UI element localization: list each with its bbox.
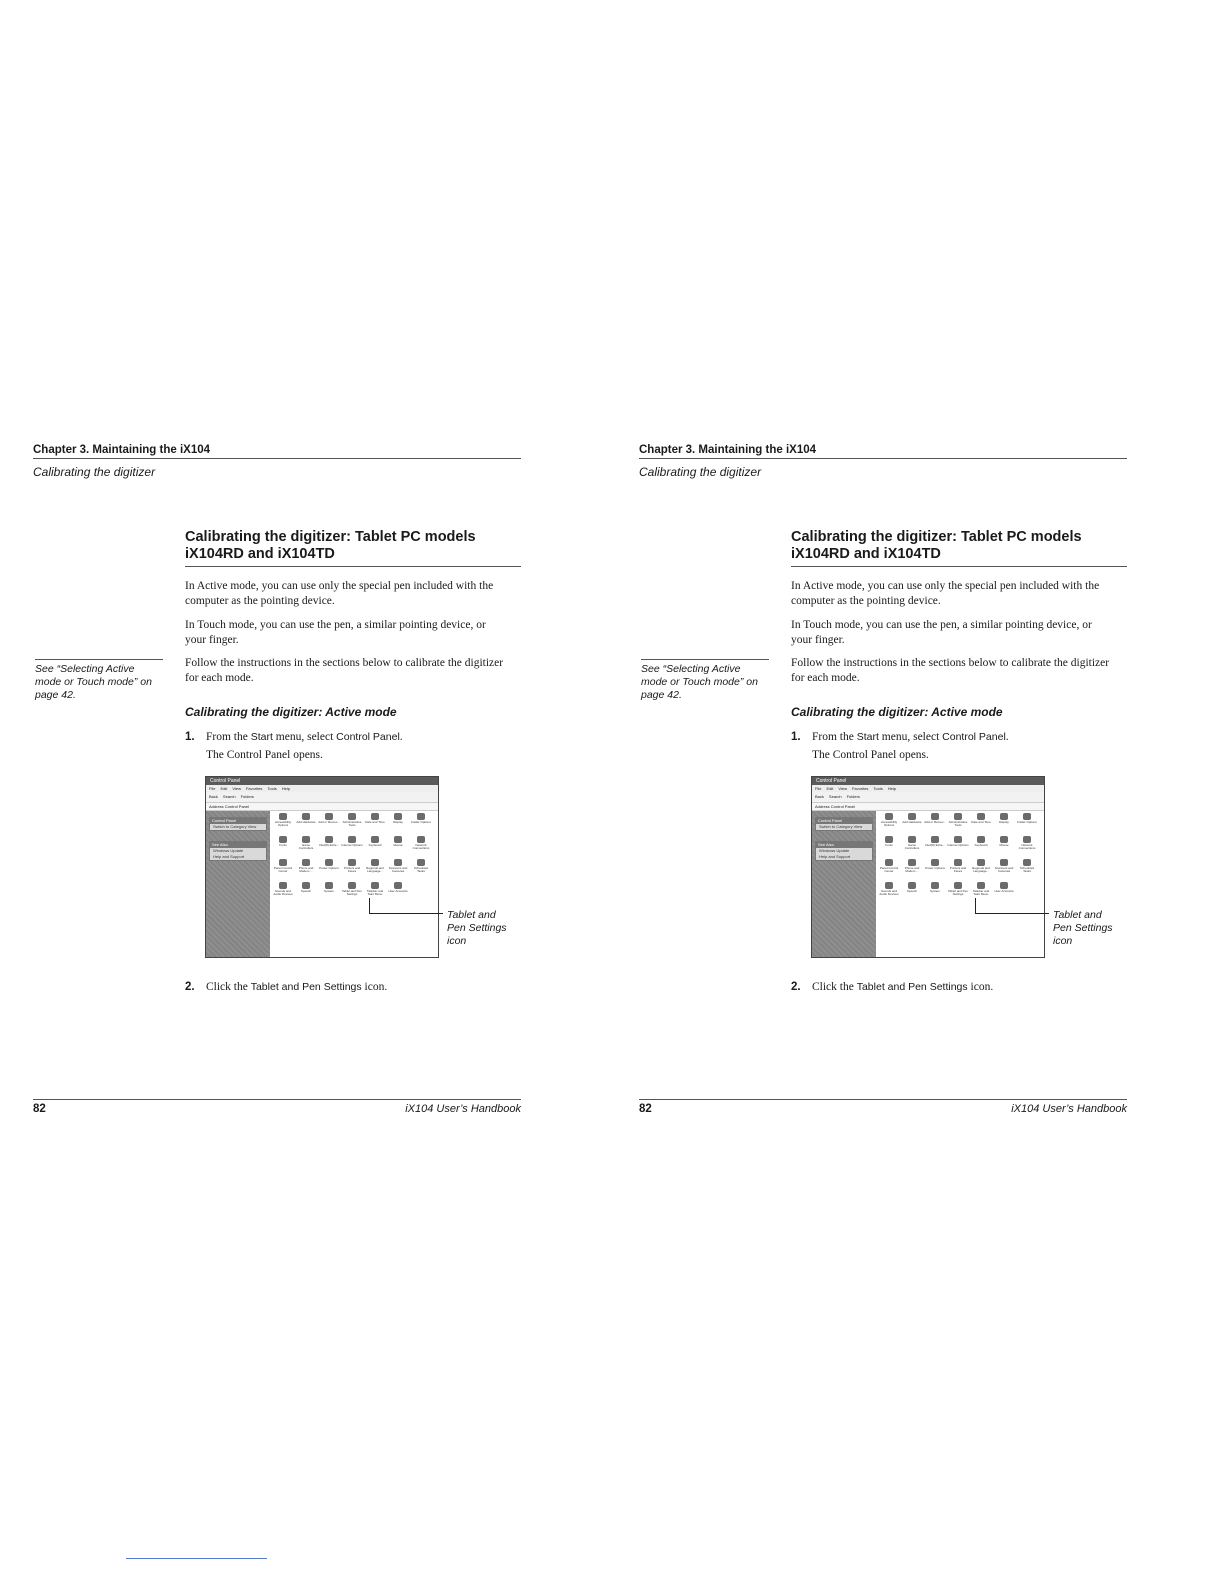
- page-number: 82: [33, 1103, 46, 1115]
- icon-label: Tablet and Pen Settings: [947, 889, 968, 896]
- applet-icon: [908, 859, 916, 866]
- applet-icon: [954, 859, 962, 866]
- window-toolbar: [206, 792, 438, 803]
- page-number: 82: [639, 1103, 652, 1115]
- toolbar-button: Folders: [846, 794, 860, 799]
- applet-icon: [1023, 859, 1031, 866]
- applet-icon: [302, 859, 310, 866]
- applet-icon: [325, 859, 333, 866]
- control-panel-icon: [410, 813, 432, 831]
- control-panel-icon: [924, 882, 946, 900]
- applet-icon: [348, 836, 356, 843]
- applet-icon: [394, 836, 402, 843]
- applet-icon: [885, 836, 893, 843]
- control-panel-icon: [947, 813, 969, 831]
- toolbar-button: Search: [222, 794, 236, 799]
- icon-label: Display: [393, 820, 403, 824]
- icon-label: Taskbar and Start Menu: [366, 889, 384, 896]
- control-panel-icon: [1016, 836, 1038, 854]
- icon-label: Internet Options: [947, 843, 969, 847]
- callout-line: [975, 898, 976, 913]
- icon-label: Panel Control Center: [273, 866, 293, 873]
- control-panel-icon: [318, 882, 340, 900]
- applet-icon: [1000, 813, 1008, 820]
- icon-label: Administrative Tools: [948, 820, 968, 827]
- section-heading: [791, 529, 1127, 567]
- step-text: Click the Tablet and Pen Settings icon.: [812, 981, 994, 993]
- window-titlebar: [812, 777, 1044, 785]
- applet-icon: [1023, 836, 1031, 843]
- icon-label: Add or Remov...: [924, 820, 946, 824]
- applet-icon: [908, 836, 916, 843]
- callout-line: [975, 913, 1049, 914]
- applet-icon: [348, 882, 356, 889]
- icon-label: Folder Options: [411, 820, 431, 824]
- callout-label: Tablet and Pen Settings icon: [447, 909, 507, 947]
- control-panel-icon: [318, 859, 340, 877]
- icon-label: System: [929, 889, 940, 893]
- icon-label: Power Options: [925, 866, 945, 870]
- icon-label: User Accounts: [994, 889, 1014, 893]
- applet-icon: [931, 882, 939, 889]
- icon-label: Panel Control Center: [879, 866, 899, 873]
- icon-label: Tablet and Pen Settings: [341, 889, 362, 896]
- applet-icon: [954, 882, 962, 889]
- icon-label: Keyboard: [368, 843, 382, 847]
- control-panel-icon: [947, 859, 969, 877]
- control-panel-icon: [341, 813, 363, 831]
- step-text: Click the Tablet and Pen Settings icon.: [206, 981, 388, 993]
- menu-item: Favorites: [851, 786, 869, 791]
- control-panel-icon: [387, 836, 409, 854]
- applet-icon: [977, 836, 985, 843]
- chapter-header: Chapter 3. Maintaining the iX104: [639, 444, 1127, 459]
- icon-label: Printers and Faxes: [343, 866, 361, 873]
- control-panel-icon: [1016, 813, 1038, 831]
- paragraph-touch-mode: In Touch mode, you can use the pen, a similar pointing device, or your finger.: [185, 619, 486, 646]
- control-panel-icon: [970, 859, 992, 877]
- icon-label: Mouse: [393, 843, 403, 847]
- applet-icon: [371, 813, 379, 820]
- icon-label: Scanners and Cameras: [388, 866, 408, 873]
- control-panel-icon: [901, 813, 923, 831]
- icon-label: Phone and Modem ...: [298, 866, 314, 873]
- control-panel-icon: [878, 882, 900, 900]
- applet-icon: [1000, 836, 1008, 843]
- icon-label: Scanners and Cameras: [994, 866, 1014, 873]
- icon-label: Scheduled Tasks: [413, 866, 429, 873]
- control-panel-icon: [970, 882, 992, 900]
- control-panel-icon: [295, 836, 317, 854]
- icon-label: Keyboard: [974, 843, 988, 847]
- icon-label: Internet Options: [341, 843, 363, 847]
- paragraph-instructions: Follow the instructions in the sections below to calibrate the digitizer for each mode.: [791, 657, 1110, 684]
- icon-label: Sounds and Audio Devices: [879, 889, 899, 896]
- applet-icon: [885, 813, 893, 820]
- step-number: 1.: [791, 731, 801, 743]
- applet-icon: [394, 813, 402, 820]
- control-panel-icon: [341, 882, 363, 900]
- applet-icon: [1023, 813, 1031, 820]
- control-panel-icon: [364, 859, 386, 877]
- window-menubar: [812, 785, 1044, 792]
- icon-label: Add Hardware: [902, 820, 922, 824]
- control-panel-icon: [924, 859, 946, 877]
- control-panel-screenshot: [811, 776, 1045, 958]
- right-page: [606, 0, 1218, 1584]
- control-panel-icon: [970, 813, 992, 831]
- applet-icon: [371, 836, 379, 843]
- icon-label: Add or Remov...: [318, 820, 340, 824]
- menu-item: File: [209, 786, 216, 791]
- icon-label: Scheduled Tasks: [1019, 866, 1035, 873]
- control-panel-icon: [993, 859, 1015, 877]
- applet-icon: [977, 813, 985, 820]
- applet-icon: [931, 859, 939, 866]
- control-panel-icon: [272, 813, 294, 831]
- footer-title: iX104 User’s Handbook: [1011, 1103, 1127, 1115]
- menu-item: Tools: [267, 786, 277, 791]
- icon-label: Accessibility Options: [274, 820, 292, 827]
- heading-line: iX104RD and iX104TD: [185, 546, 335, 562]
- heading-line: iX104RD and iX104TD: [791, 546, 941, 562]
- window-titlebar: [206, 777, 438, 785]
- control-panel-icon: [341, 836, 363, 854]
- control-panel-icon: [947, 882, 969, 900]
- callout-label: Tablet and Pen Settings icon: [1053, 909, 1113, 947]
- heading-line: Calibrating the digitizer: Tablet PC models: [791, 529, 1082, 545]
- icon-label: Network Connections: [412, 843, 430, 850]
- applet-icon: [348, 859, 356, 866]
- applet-icon: [417, 836, 425, 843]
- toolbar-button: Back: [209, 794, 218, 799]
- toolbar-button: Folders: [240, 794, 254, 799]
- applet-icon: [371, 882, 379, 889]
- control-panel-icon: [924, 813, 946, 831]
- step-number: 2.: [791, 981, 801, 993]
- control-panel-icon: [387, 882, 409, 900]
- step-number: 1.: [185, 731, 195, 743]
- control-panel-icon: [901, 882, 923, 900]
- footer-title: iX104 User’s Handbook: [405, 1103, 521, 1115]
- applet-icon: [417, 859, 425, 866]
- icon-label: Mouse: [999, 843, 1009, 847]
- control-panel-icon: [901, 836, 923, 854]
- applet-icon: [394, 882, 402, 889]
- applet-icon: [371, 859, 379, 866]
- applet-icon: [279, 859, 287, 866]
- applet-icon: [348, 813, 356, 820]
- see-also-box: See Also Windows Update Help and Support: [209, 841, 267, 861]
- chapter-header: Chapter 3. Maintaining the iX104: [33, 444, 521, 459]
- applet-icon: [325, 836, 333, 843]
- icon-label: Folder Options: [1017, 820, 1037, 824]
- applet-icon: [325, 882, 333, 889]
- subsection-heading: Calibrating the digitizer: Active mode: [185, 705, 397, 719]
- control-panel-icon: [272, 882, 294, 900]
- paragraph-touch-mode: In Touch mode, you can use the pen, a similar pointing device, or your finger.: [791, 619, 1092, 646]
- control-panel-icon: [970, 836, 992, 854]
- applet-icon: [954, 836, 962, 843]
- control-panel-icon: [878, 836, 900, 854]
- applet-icon: [302, 882, 310, 889]
- control-panel-icon: [318, 813, 340, 831]
- control-panel-icon: [878, 813, 900, 831]
- icon-label: Accessibility Options: [880, 820, 898, 827]
- control-panel-icon: [410, 836, 432, 854]
- applet-icon: [302, 813, 310, 820]
- menu-item: Edit: [826, 786, 834, 791]
- applet-icon: [908, 813, 916, 820]
- control-panel-icon: [295, 813, 317, 831]
- applet-icon: [394, 859, 402, 866]
- control-panel-icon: [924, 836, 946, 854]
- link-underline[interactable]: [126, 1558, 267, 1559]
- control-panel-icon: [993, 813, 1015, 831]
- control-panel-icon: [993, 882, 1015, 900]
- window-title: Control Panel: [816, 778, 847, 784]
- applet-icon: [279, 813, 287, 820]
- icon-label: Sounds and Audio Devices: [273, 889, 293, 896]
- heading-line: Calibrating the digitizer: Tablet PC models: [185, 529, 476, 545]
- step-number: 2.: [185, 981, 195, 993]
- icon-label: Game Controllers: [904, 843, 920, 850]
- applet-icon: [302, 836, 310, 843]
- menu-item: View: [838, 786, 847, 791]
- window-title: Control Panel: [210, 778, 241, 784]
- footer-rule: [639, 1099, 1127, 1100]
- menu-item: Edit: [220, 786, 228, 791]
- menu-item: Tools: [873, 786, 883, 791]
- icon-label: Administrative Tools: [342, 820, 362, 827]
- control-panel-icon: [1016, 859, 1038, 877]
- section-subtitle: Calibrating the digitizer: [639, 465, 762, 479]
- icon-label: Display: [999, 820, 1009, 824]
- icon-label: Printers and Faxes: [949, 866, 967, 873]
- control-panel-icon: [947, 836, 969, 854]
- applet-icon: [1000, 882, 1008, 889]
- paragraph-active-mode: In Active mode, you can use only the special pen included with the computer as the pointing device.: [185, 580, 494, 607]
- control-panel-icon: [364, 813, 386, 831]
- applet-icon: [885, 882, 893, 889]
- control-panel-icon: [295, 882, 317, 900]
- see-also-box: See Also Windows Update Help and Support: [815, 841, 873, 861]
- icon-label: Intel(R) Extre...: [924, 843, 946, 847]
- cross-reference-note[interactable]: See “Selecting Active mode or Touch mode” on page 42.: [35, 659, 163, 702]
- icon-label: Game Controllers: [298, 843, 314, 850]
- icon-label: Taskbar and Start Menu: [972, 889, 990, 896]
- applet-icon: [954, 813, 962, 820]
- menu-item: Help: [281, 786, 290, 791]
- control-panel-icon: [387, 859, 409, 877]
- applet-icon: [1000, 859, 1008, 866]
- icon-label: Date and Time: [365, 820, 385, 824]
- control-panel-icon: [364, 882, 386, 900]
- menu-item: File: [815, 786, 822, 791]
- control-panel-icon: [387, 813, 409, 831]
- control-panel-icon: [341, 859, 363, 877]
- section-heading: [185, 529, 521, 567]
- icon-label: Power Options: [319, 866, 339, 870]
- step-1-result: The Control Panel opens.: [206, 749, 323, 761]
- window-toolbar: [812, 792, 1044, 803]
- applet-icon: [908, 882, 916, 889]
- applet-icon: [325, 813, 333, 820]
- address-bar: Address Control Panel: [812, 803, 1044, 811]
- icon-label: Intel(R) Extre...: [318, 843, 340, 847]
- paragraph-active-mode: In Active mode, you can use only the special pen included with the computer as the pointing device.: [791, 580, 1100, 607]
- icon-label: Fonts: [885, 843, 893, 847]
- icon-label: Speech: [300, 889, 312, 893]
- icon-label: Fonts: [279, 843, 287, 847]
- applet-icon: [417, 813, 425, 820]
- task-pane: [812, 811, 876, 957]
- menu-item: Favorites: [245, 786, 263, 791]
- control-panel-icon: [272, 859, 294, 877]
- menu-item: Help: [887, 786, 896, 791]
- callout-line: [369, 898, 370, 913]
- icon-label: Speech: [906, 889, 918, 893]
- icon-label: User Accounts: [388, 889, 408, 893]
- menu-item: View: [232, 786, 241, 791]
- icon-label: Regional and Language...: [366, 866, 384, 873]
- task-pane: [206, 811, 270, 957]
- applet-icon: [885, 859, 893, 866]
- icon-label: Phone and Modem ...: [904, 866, 920, 873]
- step-1-result: The Control Panel opens.: [812, 749, 929, 761]
- cross-reference-note[interactable]: See “Selecting Active mode or Touch mode” on page 42.: [641, 659, 769, 702]
- icon-label: Network Connections: [1018, 843, 1036, 850]
- applet-icon: [977, 859, 985, 866]
- paragraph-instructions: Follow the instructions in the sections below to calibrate the digitizer for each mode.: [185, 657, 504, 684]
- applet-icon: [977, 882, 985, 889]
- callout-line: [369, 913, 443, 914]
- control-panel-icon: [410, 859, 432, 877]
- control-panel-icon: [295, 859, 317, 877]
- section-subtitle: Calibrating the digitizer: [33, 465, 156, 479]
- icon-label: Add Hardware: [296, 820, 316, 824]
- icon-label: Regional and Language...: [972, 866, 990, 873]
- control-panel-icon: [272, 836, 294, 854]
- control-panel-icon: [318, 836, 340, 854]
- toolbar-button: Back: [815, 794, 824, 799]
- control-panel-screenshot: [205, 776, 439, 958]
- step-text: From the Start menu, select Control Panel.: [812, 731, 1009, 743]
- applet-icon: [279, 836, 287, 843]
- applet-icon: [931, 813, 939, 820]
- control-panel-icon: [878, 859, 900, 877]
- control-panel-icon: [364, 836, 386, 854]
- control-panel-icon: [901, 859, 923, 877]
- icon-label: Date and Time: [971, 820, 991, 824]
- control-panel-box: Control Panel Switch to Category View: [815, 817, 873, 831]
- subsection-heading: Calibrating the digitizer: Active mode: [791, 705, 1003, 719]
- window-menubar: [206, 785, 438, 792]
- footer-rule: [33, 1099, 521, 1100]
- address-bar: Address Control Panel: [206, 803, 438, 811]
- step-text: From the Start menu, select Control Panel.: [206, 731, 403, 743]
- toolbar-button: Search: [828, 794, 842, 799]
- applet-icon: [279, 882, 287, 889]
- icon-label: System: [323, 889, 334, 893]
- control-panel-box: Control Panel Switch to Category View: [209, 817, 267, 831]
- control-panel-icon: [993, 836, 1015, 854]
- applet-icon: [931, 836, 939, 843]
